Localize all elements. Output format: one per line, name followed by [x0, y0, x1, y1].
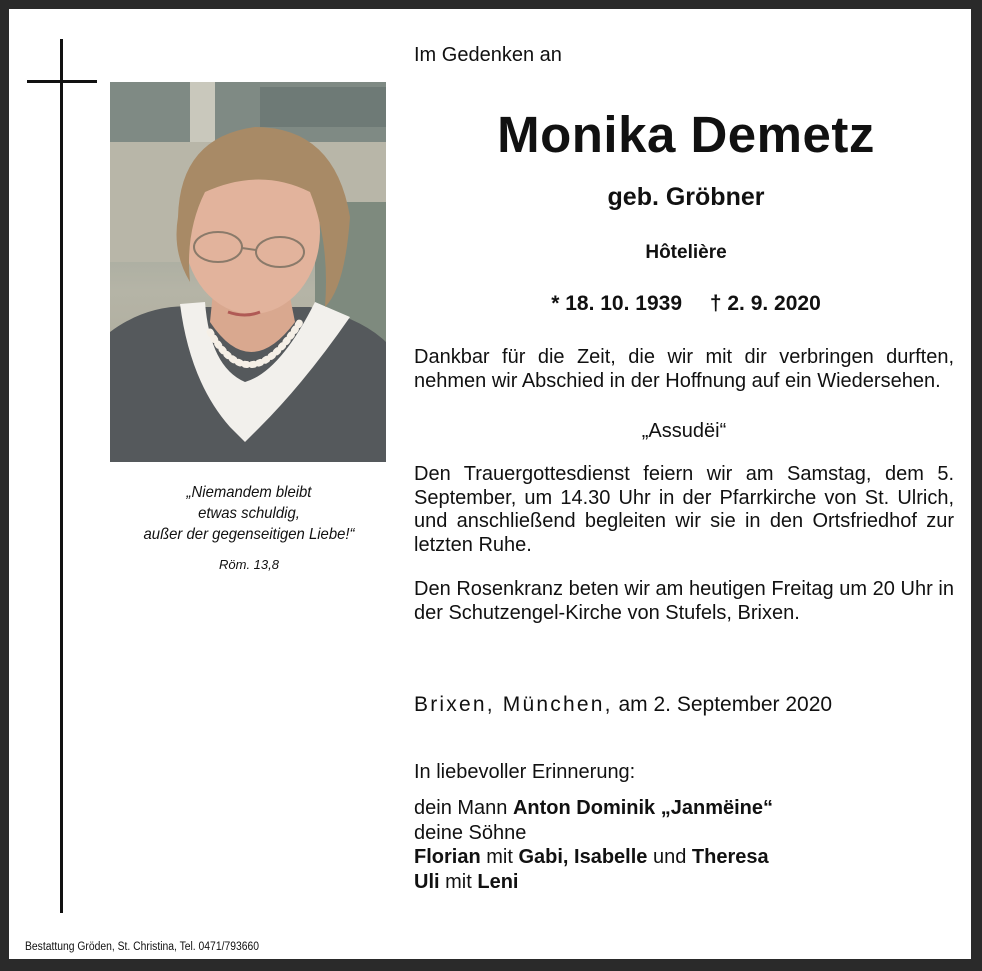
birth-date: * 18. 10. 1939: [551, 292, 682, 315]
portrait-illustration: [110, 82, 386, 462]
husband-name: Anton Dominik „Janmëine“: [512, 797, 773, 819]
place-names: Brixen, München,: [414, 693, 613, 716]
place-and-date: [414, 693, 954, 717]
family-line-sons: deine Söhne: [414, 821, 527, 844]
quote-line-2: etwas schuldig,: [198, 505, 300, 522]
quote-reference: Röm. 13,8: [219, 557, 279, 572]
son-name-uli: Uli: [414, 870, 440, 893]
family-line-husband: [414, 796, 954, 821]
family-names: Gabi, Isabelle: [518, 846, 648, 868]
cross-vertical-bar: [60, 39, 63, 913]
grandchild-name-theresa: Theresa: [691, 846, 769, 868]
birth-name: geb. Gröbner: [607, 183, 765, 211]
connector-mit: mit: [486, 846, 513, 868]
connector-mit: mit: [445, 870, 472, 893]
quote-line-1: „Niemandem bleibt: [186, 484, 312, 501]
deceased-name: Monika Demetz: [497, 106, 875, 163]
family-list: [414, 796, 954, 894]
son-name-florian: Florian: [414, 846, 481, 868]
death-date: † 2. 9. 2020: [709, 292, 821, 315]
profession: Hôtelière: [645, 242, 727, 263]
funeral-service-paragraph: Den Trauergottesdienst feiern wir am Samstag, dem 5. September, um 14.30 Uhr in der Pfarrkirche von St. Ulrich, und anschließend begleiten wir sie in den Ortsfriedhof zur letzten Ruhe.: [414, 463, 954, 556]
obituary-card: [9, 9, 971, 959]
bible-quote: [110, 482, 389, 545]
intro-text: Im Gedenken an: [414, 44, 562, 66]
cross-horizontal-bar: [27, 80, 97, 83]
rosary-paragraph: Den Rosenkranz beten wir am heutigen Freitag um 20 Uhr in der Schutzengel-Kirche von Stufels, Brixen.: [414, 578, 954, 624]
portrait-photo: [110, 82, 386, 462]
announcement-date: am 2. September 2020: [618, 693, 833, 716]
remembrance-heading: In liebevoller Erinnerung:: [414, 761, 636, 783]
husband-prefix: dein Mann: [414, 797, 508, 819]
partner-name-leni: Leni: [477, 870, 519, 893]
funeral-home-footer: Bestattung Gröden, St. Christina, Tel. 0471/793660: [25, 941, 259, 953]
gratitude-paragraph: Dankbar für die Zeit, die wir mit dir verbringen durften, nehmen wir Abschied in der Hoffnung auf ein Wiedersehen.: [414, 346, 954, 392]
connector-und: und: [652, 846, 687, 868]
life-dates: [414, 292, 958, 316]
family-line-uli: [414, 870, 954, 895]
farewell-word: „Assudëi“: [641, 420, 727, 442]
family-line-florian: [414, 845, 954, 870]
quote-line-3: außer der gegenseitigen Liebe!“: [143, 526, 355, 543]
